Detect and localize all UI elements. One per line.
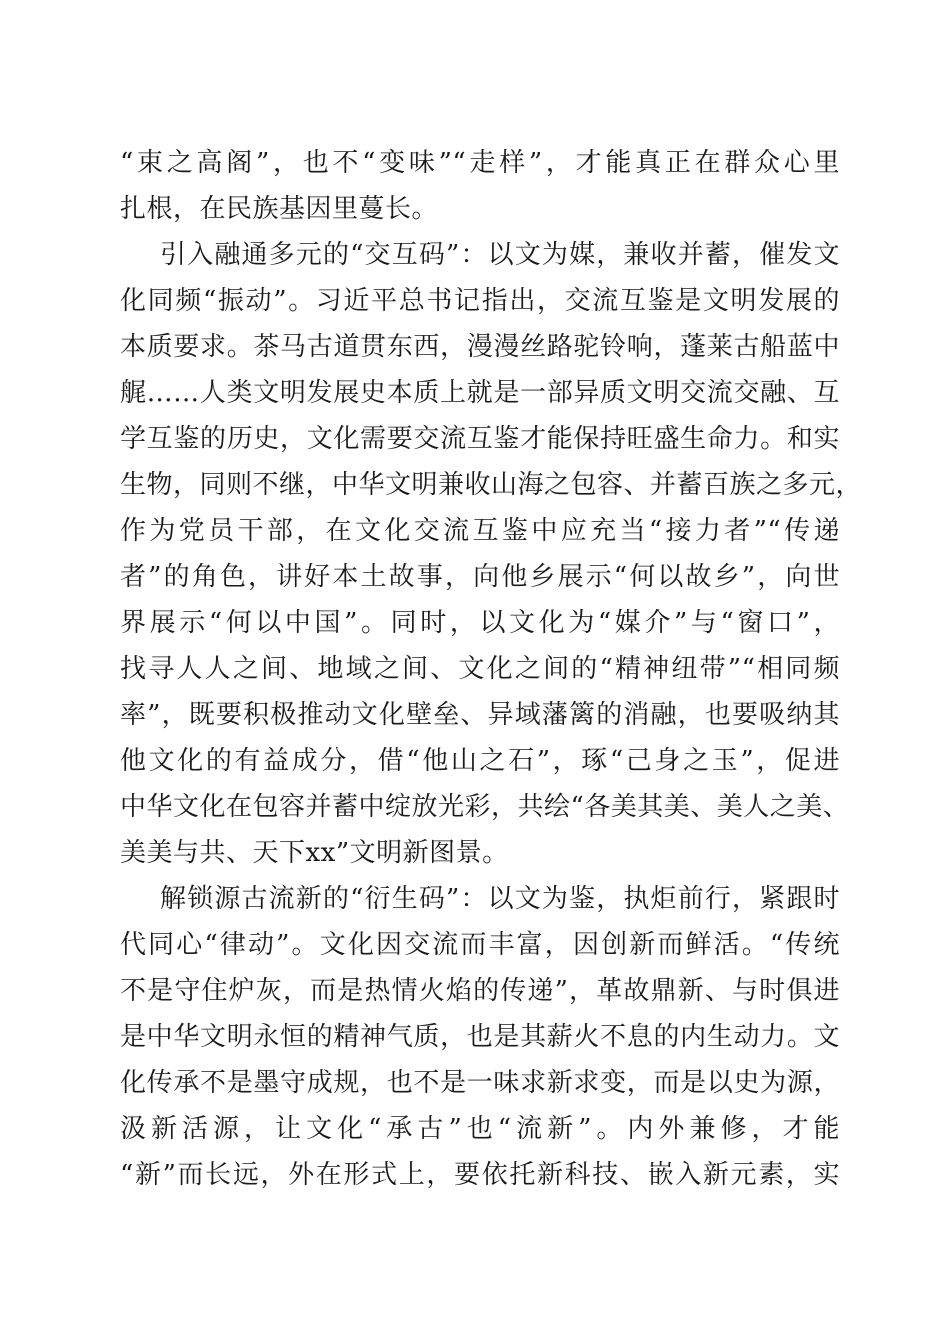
- paragraph-2-line-1: 引入融通多元的“交互码”：以文为媒，兼收并蓄，催发文: [160, 240, 840, 270]
- paragraph-2-line-2: 化同频“振动”。习近平总书记指出，交流互鉴是文明发展的: [120, 286, 840, 316]
- paragraph-2-line-13: 中华文化在包容并蓄中绽放光彩，共绘“各美其美、美人之美、: [120, 792, 850, 822]
- paragraph-1-line-1: “束之高阁”，也不“变味”“走样”，才能真正在群众心里: [120, 148, 840, 178]
- paragraph-2-line-11: 率”，既要积极推动文化壁垒、异域藩篱的消融，也要吸纳其: [120, 700, 840, 730]
- paragraph-3-line-5: 化传承不是墨守成规，也不是一味求新求变，而是以史为源，: [120, 1068, 840, 1098]
- paragraph-2-line-7: 作为党员干部，在文化交流互鉴中应充当“接力者”“传递: [120, 516, 840, 546]
- paragraph-3-line-1: 解锁源古流新的“衍生码”：以文为鉴，执炬前行，紧跟时: [160, 884, 840, 914]
- paragraph-2-line-9: 界展示“何以中国”。同时，以文化为“媒介”与“窗口”，: [120, 608, 840, 638]
- paragraph-2-line-10: 找寻人人之间、地域之间、文化之间的“精神纽带”“相同频: [120, 654, 840, 684]
- paragraph-2-line-6: 生物，同则不继，中华文明兼收山海之包容、并蓄百族之多元，: [120, 470, 863, 500]
- paragraph-3-line-7: “新”而长远，外在形式上，要依托新科技、嵌入新元素，实: [120, 1160, 840, 1190]
- paragraph-2-line-12: 他文化的有益成分，借“他山之石”，琢“己身之玉”，促进: [120, 746, 840, 776]
- paragraph-2-line-5: 学互鉴的历史，文化需要交流互鉴才能保持旺盛生命力。和实: [120, 424, 840, 454]
- paragraph-2-line-3: 本质要求。茶马古道贯东西，漫漫丝路驼铃响，蓬莱古船蓝中: [120, 332, 840, 362]
- paragraph-2-line-8: 者”的角色，讲好本土故事，向他乡展示“何以故乡”，向世: [120, 562, 840, 592]
- paragraph-2-line-4: 艉……人类文明发展史本质上就是一部异质文明交流交融、互: [120, 378, 840, 408]
- paragraph-3-line-4: 是中华文明永恒的精神气质，也是其薪火不息的内生动力。文: [120, 1022, 840, 1052]
- paragraph-3-line-3: 不是守住炉灰，而是热情火焰的传递”，革故鼎新、与时俱进: [120, 976, 840, 1006]
- paragraph-1-line-2: 扎根，在民族基因里蔓长。: [120, 194, 439, 224]
- paragraph-2-line-14: 美美与共、天下xx”文明新图景。: [120, 838, 509, 868]
- paragraph-3-line-2: 代同心“律动”。文化因交流而丰富，因创新而鲜活。“传统: [120, 930, 840, 960]
- document-body: [120, 140, 863, 1198]
- paragraph-3-line-6: 汲新活源，让文化“承古”也“流新”。内外兼修，才能: [120, 1114, 840, 1144]
